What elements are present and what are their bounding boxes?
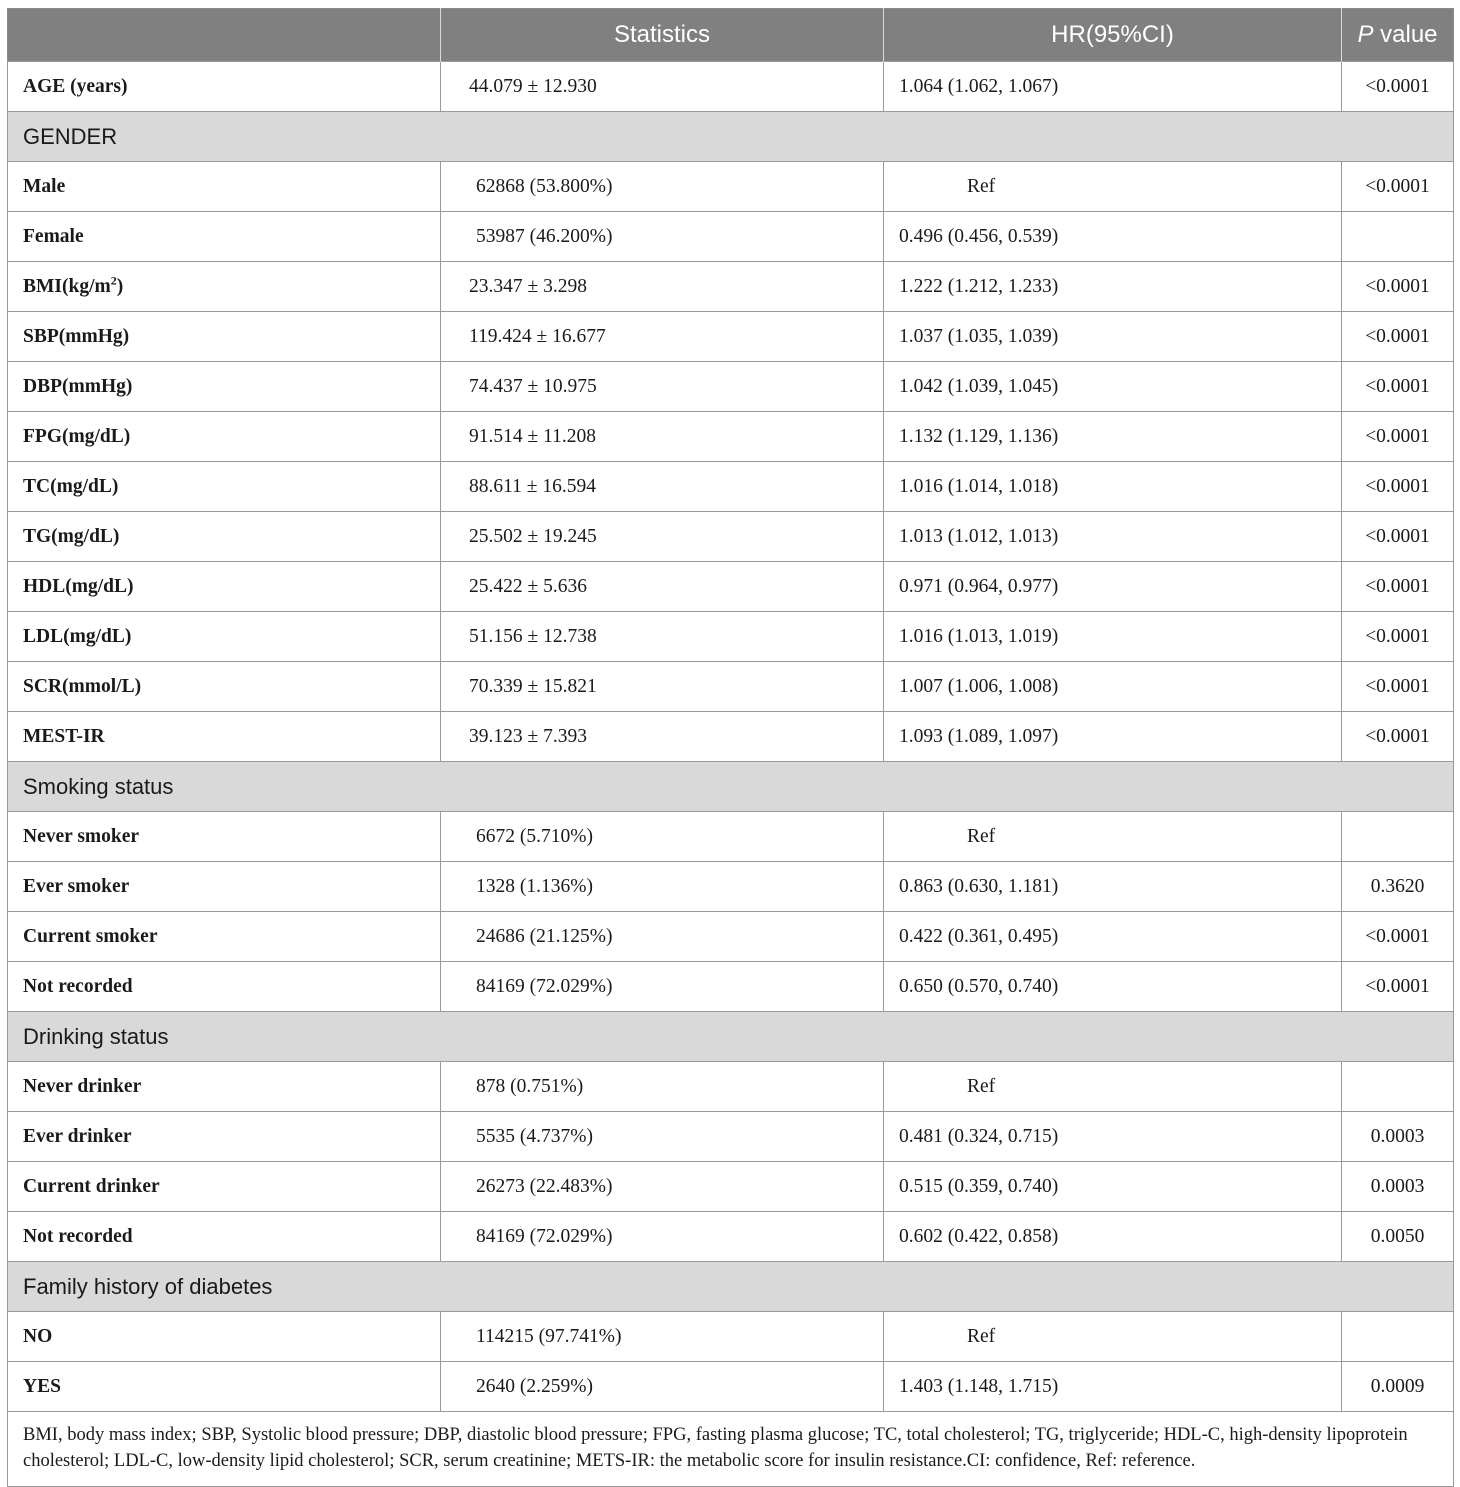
hr-cell: 1.007 (1.006, 1.008)	[884, 662, 1342, 712]
statistics-cell: 25.422 ± 5.636	[441, 562, 884, 612]
variable-cell	[8, 412, 441, 462]
group-header-row	[8, 112, 1454, 162]
variable-cell	[8, 712, 441, 762]
variable-superscript: 2	[110, 273, 117, 287]
variable-label: SCR(mmol/L)	[23, 675, 142, 697]
header-row	[8, 9, 1454, 62]
variable-label: LDL(mg/dL)	[23, 625, 132, 647]
table-row	[8, 312, 1454, 362]
statistics-cell: 5535 (4.737%)	[441, 1112, 884, 1162]
variable-cell	[8, 862, 441, 912]
header-p-value	[1342, 9, 1454, 62]
table-row	[8, 562, 1454, 612]
header-statistics: Statistics	[441, 9, 884, 62]
p-value-cell: <0.0001	[1342, 612, 1454, 662]
hr-cell: 0.602 (0.422, 0.858)	[884, 1212, 1342, 1262]
header-hr: HR(95%CI)	[884, 9, 1342, 62]
variable-cell	[8, 462, 441, 512]
statistics-cell: 91.514 ± 11.208	[441, 412, 884, 462]
variable-label: DBP(mmHg)	[23, 375, 133, 397]
table-row	[8, 1362, 1454, 1412]
p-value-cell	[1342, 812, 1454, 862]
variable-label: SBP(mmHg)	[23, 325, 130, 347]
hr-cell: 1.222 (1.212, 1.233)	[884, 262, 1342, 312]
statistics-cell: 2640 (2.259%)	[441, 1362, 884, 1412]
statistics-cell: 878 (0.751%)	[441, 1062, 884, 1112]
variable-cell	[8, 962, 441, 1012]
variable-label: FPG(mg/dL)	[23, 425, 131, 447]
variable-label: YES	[23, 1375, 61, 1397]
variable-label: Current drinker	[23, 1175, 160, 1197]
hr-cell: Ref	[884, 1062, 1342, 1112]
table-row	[8, 962, 1454, 1012]
variable-label: HDL(mg/dL)	[23, 575, 134, 597]
statistics-cell: 53987 (46.200%)	[441, 212, 884, 262]
table-row	[8, 1062, 1454, 1112]
p-value-cell: <0.0001	[1342, 62, 1454, 112]
variable-cell	[8, 1112, 441, 1162]
header-p-rest: value	[1373, 21, 1438, 48]
variable-label: Ever drinker	[23, 1125, 132, 1147]
hr-cell: 1.042 (1.039, 1.045)	[884, 362, 1342, 412]
p-value-cell	[1342, 1312, 1454, 1362]
table-row	[8, 1112, 1454, 1162]
table-row	[8, 1212, 1454, 1262]
table-row	[8, 1312, 1454, 1362]
p-value-cell: <0.0001	[1342, 512, 1454, 562]
statistics-cell: 24686 (21.125%)	[441, 912, 884, 962]
variable-label: Never drinker	[23, 1075, 142, 1097]
variable-cell	[8, 662, 441, 712]
group-label: Smoking status	[8, 762, 1454, 812]
hr-cell: 0.496 (0.456, 0.539)	[884, 212, 1342, 262]
variable-cell	[8, 1362, 441, 1412]
variable-label: AGE (years)	[23, 75, 128, 97]
hr-cell: 0.481 (0.324, 0.715)	[884, 1112, 1342, 1162]
variable-label: Male	[23, 175, 66, 197]
table-row	[8, 862, 1454, 912]
table-row	[8, 662, 1454, 712]
variable-label: Never smoker	[23, 825, 140, 847]
table-row	[8, 912, 1454, 962]
statistics-cell: 51.156 ± 12.738	[441, 612, 884, 662]
table-container	[7, 8, 1453, 1487]
hr-cell: 1.013 (1.012, 1.013)	[884, 512, 1342, 562]
variable-cell	[8, 312, 441, 362]
table-row	[8, 712, 1454, 762]
variable-label: TC(mg/dL)	[23, 475, 119, 497]
hr-cell: Ref	[884, 162, 1342, 212]
hr-cell: 1.132 (1.129, 1.136)	[884, 412, 1342, 462]
statistics-cell: 119.424 ± 16.677	[441, 312, 884, 362]
statistics-cell: 70.339 ± 15.821	[441, 662, 884, 712]
statistics-cell: 39.123 ± 7.393	[441, 712, 884, 762]
hr-cell: Ref	[884, 812, 1342, 862]
variable-label: Female	[23, 225, 84, 247]
table-row	[8, 62, 1454, 112]
hr-cell: 1.064 (1.062, 1.067)	[884, 62, 1342, 112]
variable-label: MEST-IR	[23, 725, 105, 747]
group-header-row	[8, 1012, 1454, 1062]
variable-cell	[8, 162, 441, 212]
variable-cell	[8, 812, 441, 862]
variable-cell	[8, 62, 441, 112]
table-row	[8, 612, 1454, 662]
hr-cell: 1.093 (1.089, 1.097)	[884, 712, 1342, 762]
variable-label-suffix: )	[116, 275, 124, 297]
variable-label: NO	[23, 1325, 53, 1347]
table-row	[8, 212, 1454, 262]
data-table	[7, 8, 1454, 1487]
statistics-cell: 84169 (72.029%)	[441, 962, 884, 1012]
p-value-cell: <0.0001	[1342, 362, 1454, 412]
statistics-cell: 88.611 ± 16.594	[441, 462, 884, 512]
table-row	[8, 462, 1454, 512]
hr-cell: 1.403 (1.148, 1.715)	[884, 1362, 1342, 1412]
table-row	[8, 162, 1454, 212]
hr-cell: Ref	[884, 1312, 1342, 1362]
statistics-cell: 26273 (22.483%)	[441, 1162, 884, 1212]
p-value-cell: <0.0001	[1342, 462, 1454, 512]
p-value-cell	[1342, 212, 1454, 262]
table-row	[8, 412, 1454, 462]
statistics-cell: 1328 (1.136%)	[441, 862, 884, 912]
variable-cell	[8, 562, 441, 612]
statistics-cell: 44.079 ± 12.930	[441, 62, 884, 112]
table-row	[8, 1162, 1454, 1212]
group-label: Drinking status	[8, 1012, 1454, 1062]
p-value-cell: <0.0001	[1342, 262, 1454, 312]
table-row	[8, 262, 1454, 312]
variable-cell	[8, 612, 441, 662]
variable-label: BMI(kg/m	[23, 275, 111, 297]
group-label: GENDER	[8, 112, 1454, 162]
p-value-cell: <0.0001	[1342, 712, 1454, 762]
statistics-cell: 114215 (97.741%)	[441, 1312, 884, 1362]
variable-cell	[8, 1312, 441, 1362]
variable-cell	[8, 512, 441, 562]
variable-cell	[8, 1212, 441, 1262]
variable-cell	[8, 362, 441, 412]
statistics-cell: 62868 (53.800%)	[441, 162, 884, 212]
hr-cell: 1.016 (1.013, 1.019)	[884, 612, 1342, 662]
variable-label: Not recorded	[23, 975, 133, 997]
table-row	[8, 362, 1454, 412]
p-value-cell	[1342, 1062, 1454, 1112]
variable-label: TG(mg/dL)	[23, 525, 120, 547]
statistics-cell: 84169 (72.029%)	[441, 1212, 884, 1262]
group-header-row	[8, 762, 1454, 812]
group-header-row	[8, 1262, 1454, 1312]
variable-cell	[8, 1062, 441, 1112]
p-value-cell: <0.0001	[1342, 312, 1454, 362]
variable-label: Ever smoker	[23, 875, 130, 897]
group-label: Family history of diabetes	[8, 1262, 1454, 1312]
variable-cell	[8, 262, 441, 312]
variable-cell	[8, 912, 441, 962]
p-value-cell: <0.0001	[1342, 162, 1454, 212]
hr-cell: 1.037 (1.035, 1.039)	[884, 312, 1342, 362]
p-value-cell: <0.0001	[1342, 912, 1454, 962]
statistics-cell: 6672 (5.710%)	[441, 812, 884, 862]
p-value-cell: <0.0001	[1342, 662, 1454, 712]
variable-cell	[8, 1162, 441, 1212]
table-row	[8, 512, 1454, 562]
header-variable	[8, 9, 441, 62]
hr-cell: 1.016 (1.014, 1.018)	[884, 462, 1342, 512]
statistics-cell: 23.347 ± 3.298	[441, 262, 884, 312]
footnote-row	[8, 1412, 1454, 1487]
p-value-cell: <0.0001	[1342, 412, 1454, 462]
header-p-italic: P	[1357, 21, 1374, 48]
hr-cell: 0.422 (0.361, 0.495)	[884, 912, 1342, 962]
hr-cell: 0.650 (0.570, 0.740)	[884, 962, 1342, 1012]
table-row	[8, 812, 1454, 862]
p-value-cell: 0.3620	[1342, 862, 1454, 912]
p-value-cell: 0.0009	[1342, 1362, 1454, 1412]
statistics-cell: 74.437 ± 10.975	[441, 362, 884, 412]
hr-cell: 0.863 (0.630, 1.181)	[884, 862, 1342, 912]
hr-cell: 0.971 (0.964, 0.977)	[884, 562, 1342, 612]
variable-label: Current smoker	[23, 925, 158, 947]
footnote: BMI, body mass index; SBP, Systolic blood pressure; DBP, diastolic blood pressure; FPG, fasting plasma glucose; TC, total cholesterol; TG, triglyceride; HDL-C, high-density lipoprotein cholesterol; LDL-C, low-density lipid cholesterol; SCR, serum creatinine; METS-IR: the metabolic score for insulin resistance.CI: confidence, Ref: reference.	[8, 1412, 1454, 1487]
p-value-cell: 0.0003	[1342, 1112, 1454, 1162]
p-value-cell: 0.0003	[1342, 1162, 1454, 1212]
variable-cell	[8, 212, 441, 262]
statistics-cell: 25.502 ± 19.245	[441, 512, 884, 562]
p-value-cell: <0.0001	[1342, 962, 1454, 1012]
p-value-cell: 0.0050	[1342, 1212, 1454, 1262]
table-body	[8, 62, 1454, 1412]
p-value-cell: <0.0001	[1342, 562, 1454, 612]
hr-cell: 0.515 (0.359, 0.740)	[884, 1162, 1342, 1212]
variable-label: Not recorded	[23, 1225, 133, 1247]
